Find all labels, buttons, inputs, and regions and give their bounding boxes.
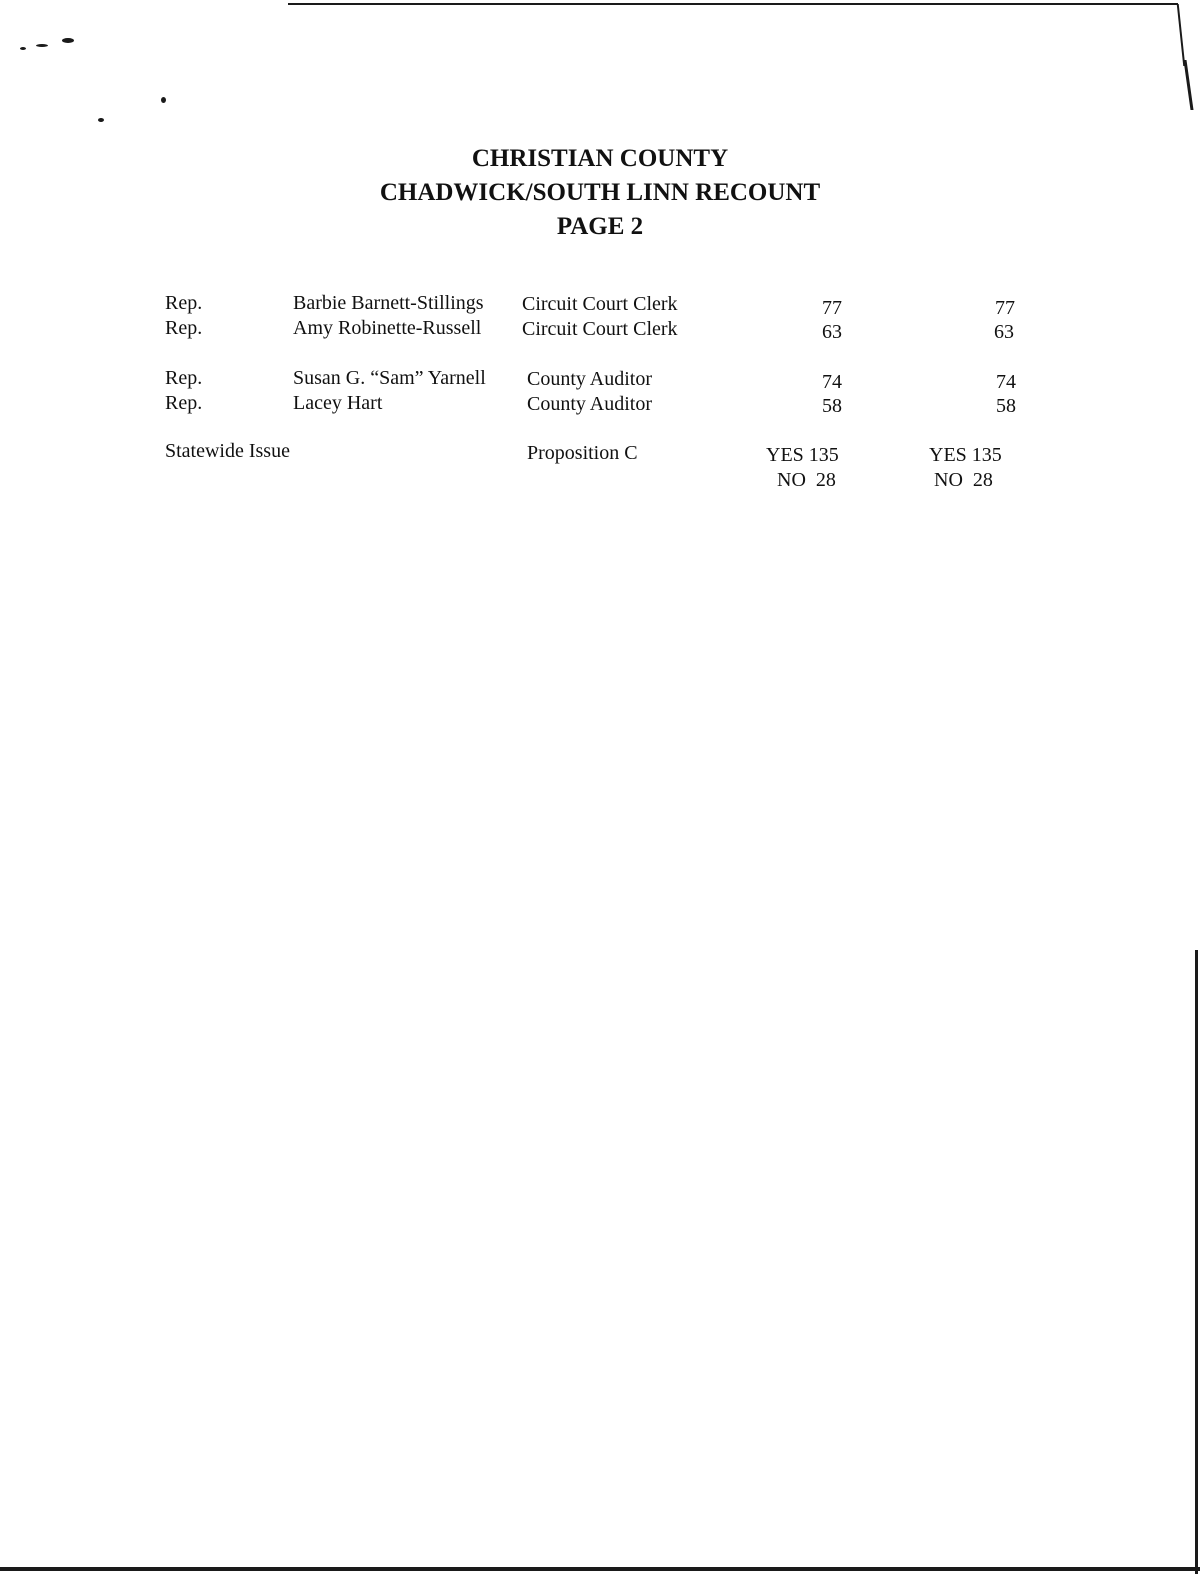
issue-label: Statewide Issue (165, 440, 290, 462)
issue-yes-original: YES 135 (766, 444, 839, 466)
row-count-recount: 63 (994, 321, 1014, 343)
scan-speck (98, 118, 104, 122)
recount-title: CHADWICK/SOUTH LINN RECOUNT (379, 179, 821, 206)
issue-no-recount: NO 28 (934, 469, 993, 491)
row-count-original: 77 (822, 297, 842, 319)
row-candidate: Amy Robinette-Russell (293, 317, 482, 339)
scan-border-top (288, 3, 1178, 5)
scan-speck (36, 44, 48, 47)
row-count-recount: 58 (996, 395, 1016, 417)
scan-border-right-upper (1177, 4, 1186, 66)
row-office: Circuit Court Clerk (522, 293, 678, 315)
scan-border-right-bottom (1195, 950, 1198, 1574)
row-count-original: 74 (822, 371, 842, 393)
row-office: Circuit Court Clerk (522, 318, 678, 340)
scan-speck (161, 97, 166, 103)
row-candidate: Lacey Hart (293, 392, 383, 414)
row-candidate: Susan G. “Sam” Yarnell (293, 367, 486, 389)
issue-name: Proposition C (527, 442, 638, 464)
document-header (0, 142, 1200, 244)
row-office: County Auditor (527, 393, 653, 415)
scan-speck (20, 47, 26, 50)
row-party: Rep. (165, 317, 203, 339)
scan-border-right-lower (1183, 60, 1193, 110)
county-title: CHRISTIAN COUNTY (471, 145, 729, 172)
row-party: Rep. (165, 292, 203, 314)
row-count-original: 63 (822, 321, 842, 343)
scan-border-bottom (0, 1567, 1200, 1571)
row-count-recount: 74 (996, 371, 1016, 393)
issue-yes-recount: YES 135 (929, 444, 1002, 466)
row-office: County Auditor (527, 368, 653, 390)
row-count-recount: 77 (995, 297, 1015, 319)
row-candidate: Barbie Barnett-Stillings (293, 292, 484, 314)
row-party: Rep. (165, 392, 203, 414)
page-number: PAGE 2 (556, 213, 644, 240)
issue-no-original: NO 28 (777, 469, 836, 491)
row-count-original: 58 (822, 395, 842, 417)
scan-speck (62, 38, 74, 43)
row-party: Rep. (165, 367, 203, 389)
